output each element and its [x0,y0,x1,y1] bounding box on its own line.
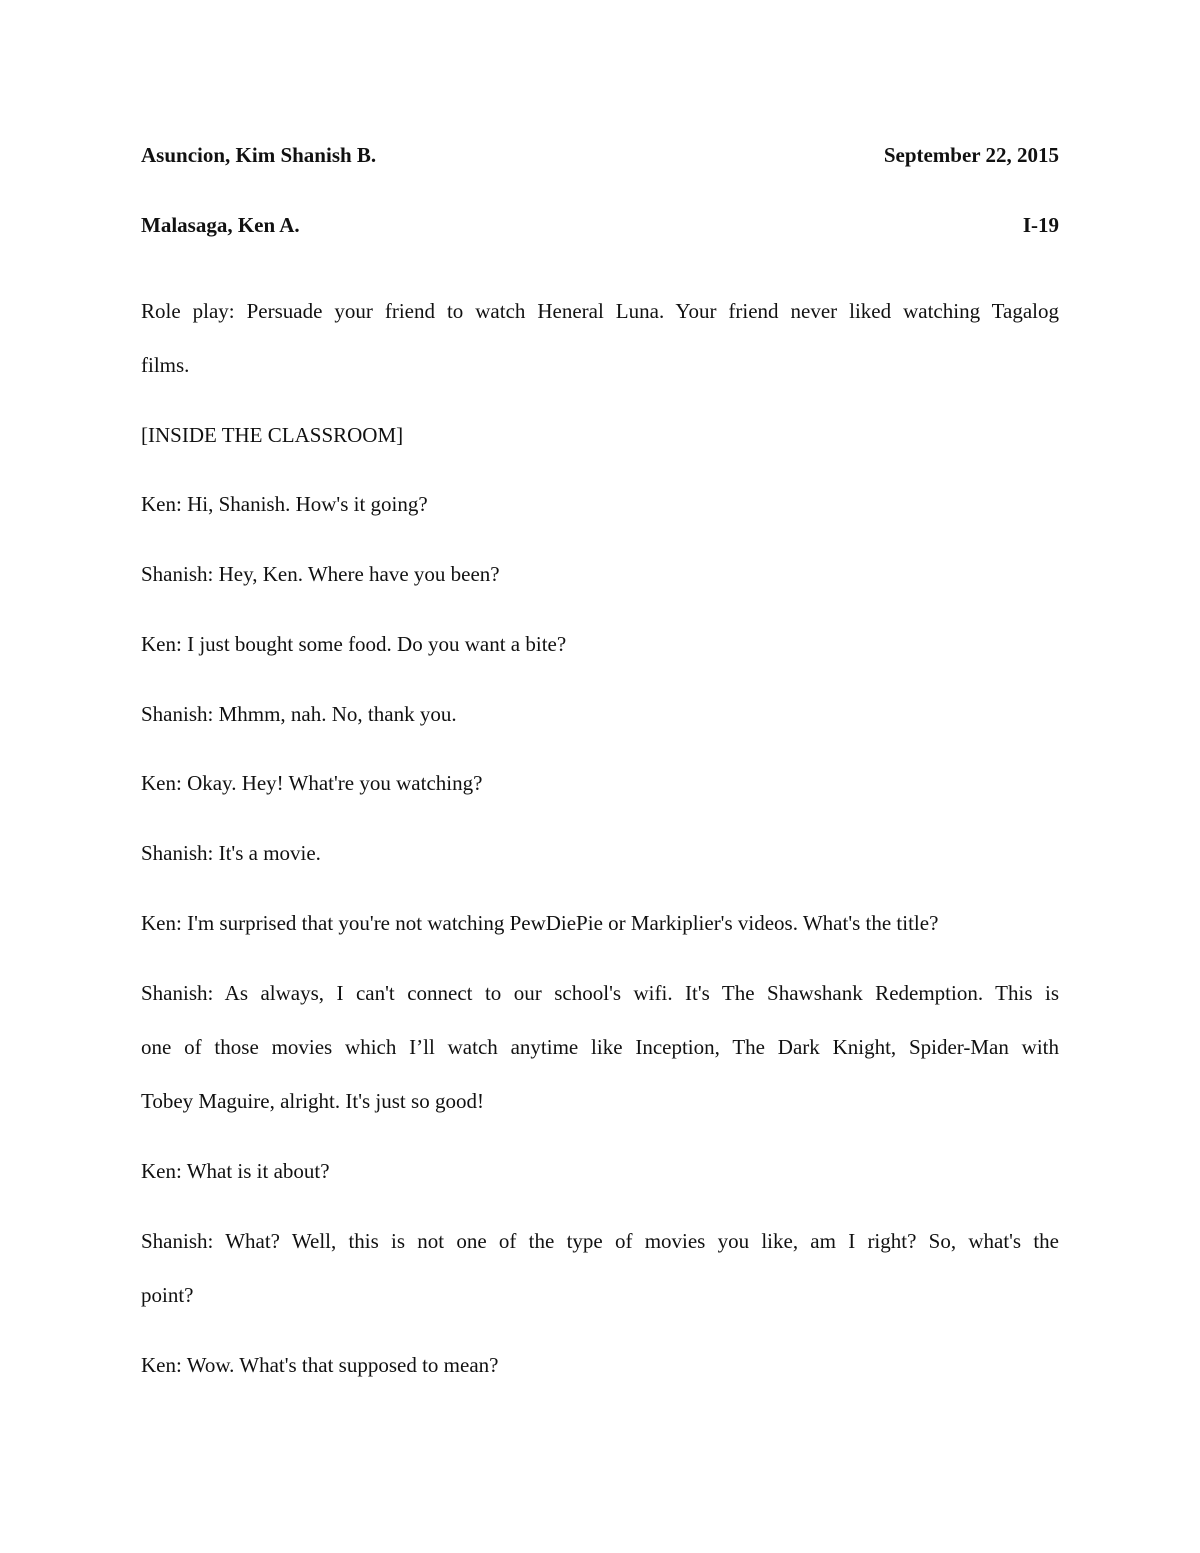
dialogue-paragraph [141,1214,1059,1322]
dialogue-line: Ken: I'm surprised that you're not watching PewDiePie or Markiplier's videos. What's the title? [141,911,939,935]
scene-heading: [INSIDE THE CLASSROOM] [141,423,404,447]
prompt-paragraph [141,284,1059,392]
prompt-line: Role play: Persuade your friend to watch Heneral Luna. Your friend never liked watching Tagalog [141,299,1059,323]
dialogue-line: Ken: Wow. What's that supposed to mean? [141,1353,499,1377]
dialogue-line: Shanish: What? Well, this is not one of the type of movies you like, am I right? So, what's the [141,1229,1059,1253]
prompt-line: films. [141,353,190,377]
dialogue-line: one of those movies which I’ll watch anytime like Inception, The Dark Knight, Spider-Man with [141,1035,1059,1059]
dialogue-line: Ken: I just bought some food. Do you want a bite? [141,632,567,656]
dialogue-line: point? [141,1283,194,1307]
dialogue-line: Ken: What is it about? [141,1159,330,1183]
dialogue-line: Ken: Okay. Hey! What're you watching? [141,771,483,795]
dialogue-line: Tobey Maguire, alright. It's just so good! [141,1089,484,1113]
student-name-1: Asuncion, Kim Shanish B. [141,143,377,167]
dialogue-line: Shanish: Hey, Ken. Where have you been? [141,562,500,586]
dialogue-paragraph [141,966,1059,1128]
class-section: I-19 [1022,213,1059,237]
dialogue-line: Shanish: It's a movie. [141,841,321,865]
student-name-2: Malasaga, Ken A. [141,213,300,237]
dialogue-line: Shanish: As always, I can't connect to our school's wifi. It's The Shawshank Redemption. This is [141,981,1059,1005]
document-date: September 22, 2015 [883,143,1059,167]
dialogue-line: Ken: Hi, Shanish. How's it going? [141,492,428,516]
dialogue-line: Shanish: Mhmm, nah. No, thank you. [141,702,457,726]
